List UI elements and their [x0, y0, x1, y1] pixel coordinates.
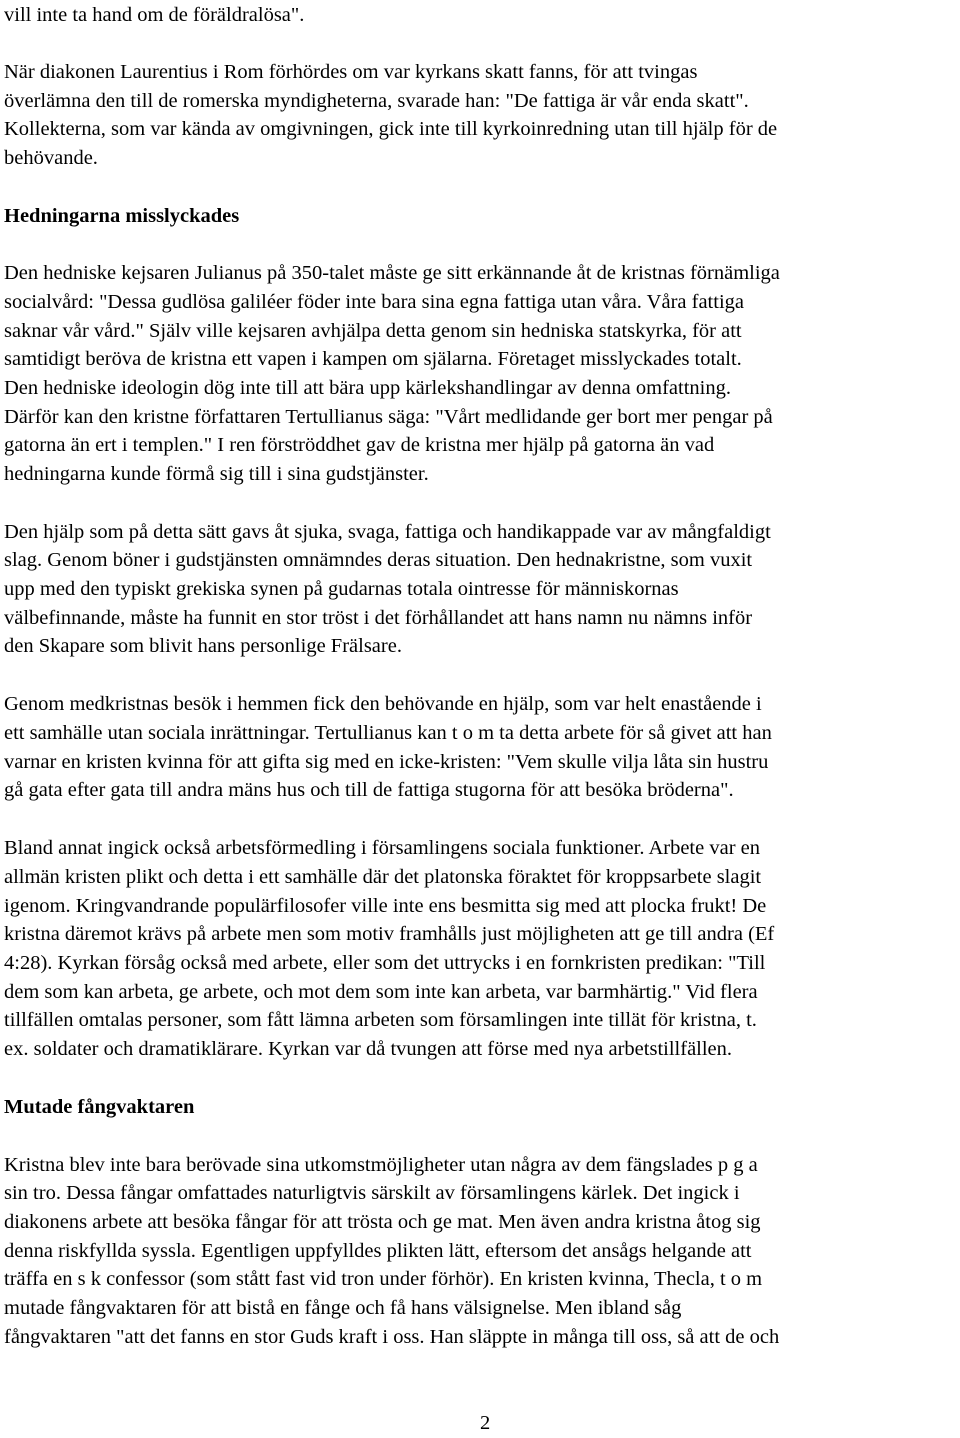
- paragraph-line: träffa en s k confessor (som stått fast vid tron under förhör). En kristen kvinna, Thecla, t o m: [4, 1268, 763, 1290]
- paragraph-line: igenom. Kringvandrande populärfilosofer ville inte ens besmitta sig med att plocka frukt! De: [4, 895, 767, 917]
- paragraph-line: upp med den typiskt grekiska synen på gudarnas totala ointresse för människornas: [4, 578, 679, 600]
- paragraph-line: denna riskfyllda syssla. Egentligen uppfylldes plikten lätt, eftersom det ansågs helgande att: [4, 1240, 752, 1262]
- section-heading: Mutade fångvaktaren: [4, 1096, 195, 1118]
- paragraph-line: mutade fångvaktaren för att bistå en fånge och få hans välsignelse. Men ibland såg: [4, 1297, 682, 1319]
- paragraph-line: överlämna den till de romerska myndigheterna, svarade han: "De fattiga är vår enda skatt".: [4, 90, 749, 112]
- paragraph-line: ex. soldater och dramatiklärare. Kyrkan var då tvungen att förse med nya arbetstillfällen.: [4, 1038, 733, 1060]
- paragraph-line: sin tro. Dessa fångar omfattades naturligtvis särskilt av församlingens kärlek. Det ingick i: [4, 1182, 740, 1204]
- paragraph-line: behövande.: [4, 147, 98, 169]
- paragraph-line: hedningarna kunde förmå sig till i sina gudstjänster.: [4, 463, 429, 485]
- paragraph-line: Genom medkristnas besök i hemmen fick den behövande en hjälp, som var helt enastående i: [4, 693, 762, 715]
- page-number: 2: [480, 1412, 491, 1434]
- paragraph-line: gatorna än ert i templen." I ren förströddhet gav de kristna mer hjälp på gatorna än vad: [4, 434, 715, 456]
- paragraph-line: Bland annat ingick också arbetsförmedling i församlingens sociala funktioner. Arbete var en: [4, 837, 760, 859]
- paragraph-line: allmän kristen plikt och detta i ett samhälle där det platonska föraktet för kroppsarbete slagit: [4, 866, 762, 888]
- paragraph-line: den Skapare som blivit hans personlige Frälsare.: [4, 635, 402, 657]
- paragraph-line: dem som kan arbeta, ge arbete, och mot dem som inte kan arbeta, var barmhärtig." Vid flera: [4, 981, 758, 1003]
- paragraph-line: gå gata efter gata till andra mäns hus och till de fattiga stugorna för att besöka bröderna".: [4, 779, 734, 801]
- paragraph-line: Kristna blev inte bara berövade sina utkomstmöjligheter utan några av dem fängslades p g a: [4, 1154, 758, 1176]
- paragraph-line: tillfällen omtalas personer, som fått lämna arbeten som församlingen inte tillät för kristna, t.: [4, 1009, 757, 1031]
- paragraph-line: kristna däremot krävs på arbete men som motiv framhålls just möjligheten att ge till andra (Ef: [4, 923, 775, 945]
- paragraph-line: ett samhälle utan sociala inrättningar. Tertullianus kan t o m ta detta arbete för så givet att han: [4, 722, 772, 744]
- paragraph-line: Därför kan den kristne författaren Tertullianus säga: "Vårt medlidande ger bort mer pengar på: [4, 406, 773, 428]
- paragraph-line: vill inte ta hand om de föräldralösa".: [4, 4, 305, 26]
- paragraph-line: När diakonen Laurentius i Rom förhördes om var kyrkans skatt fanns, för att tvingas: [4, 61, 698, 83]
- paragraph-line: saknar vår vård." Själv ville kejsaren avhjälpa detta genom sin hedniska statskyrka, för att: [4, 320, 742, 342]
- paragraph-line: diakonens arbete att besöka fångar för att trösta och ge mat. Men även andra kristna åtog sig: [4, 1211, 761, 1233]
- section-heading: Hedningarna misslyckades: [4, 205, 240, 227]
- paragraph-line: Den hedniske kejsaren Julianus på 350-talet måste ge sitt erkännande åt de kristnas förnämliga: [4, 262, 780, 284]
- paragraph-line: Den hedniske ideologin dög inte till att bära upp kärlekshandlingar av denna omfattning.: [4, 377, 731, 399]
- paragraph-line: välbefinnande, måste ha funnit en stor tröst i det förhållandet att hans namn nu nämns inför: [4, 607, 753, 629]
- paragraph-line: 4:28). Kyrkan försåg också med arbete, eller som det uttrycks i en fornkristen predikan: "Till: [4, 952, 766, 974]
- paragraph-line: socialvård: "Dessa gudlösa galiléer föder inte bara sina egna fattiga utan våra. Våra fattiga: [4, 291, 744, 313]
- paragraph-line: Kollekterna, som var kända av omgivningen, gick inte till kyrkoinredning utan till hjälp för de: [4, 118, 778, 140]
- paragraph-line: samtidigt beröva de kristna ett vapen i kampen om själarna. Företaget misslyckades totalt.: [4, 348, 742, 370]
- paragraph-line: slag. Genom böner i gudstjänsten omnämndes deras situation. Den hednakristne, som vuxit: [4, 549, 753, 571]
- paragraph-line: fångvaktaren "att det fanns en stor Guds kraft i oss. Han släppte in många till oss, så att de och: [4, 1326, 780, 1348]
- paragraph-line: Den hjälp som på detta sätt gavs åt sjuka, svaga, fattiga och handikappade var av mångfaldigt: [4, 521, 771, 543]
- paragraph-line: varnar en kristen kvinna för att gifta sig med en icke-kristen: "Vem skulle vilja låta sin hustru: [4, 751, 769, 773]
